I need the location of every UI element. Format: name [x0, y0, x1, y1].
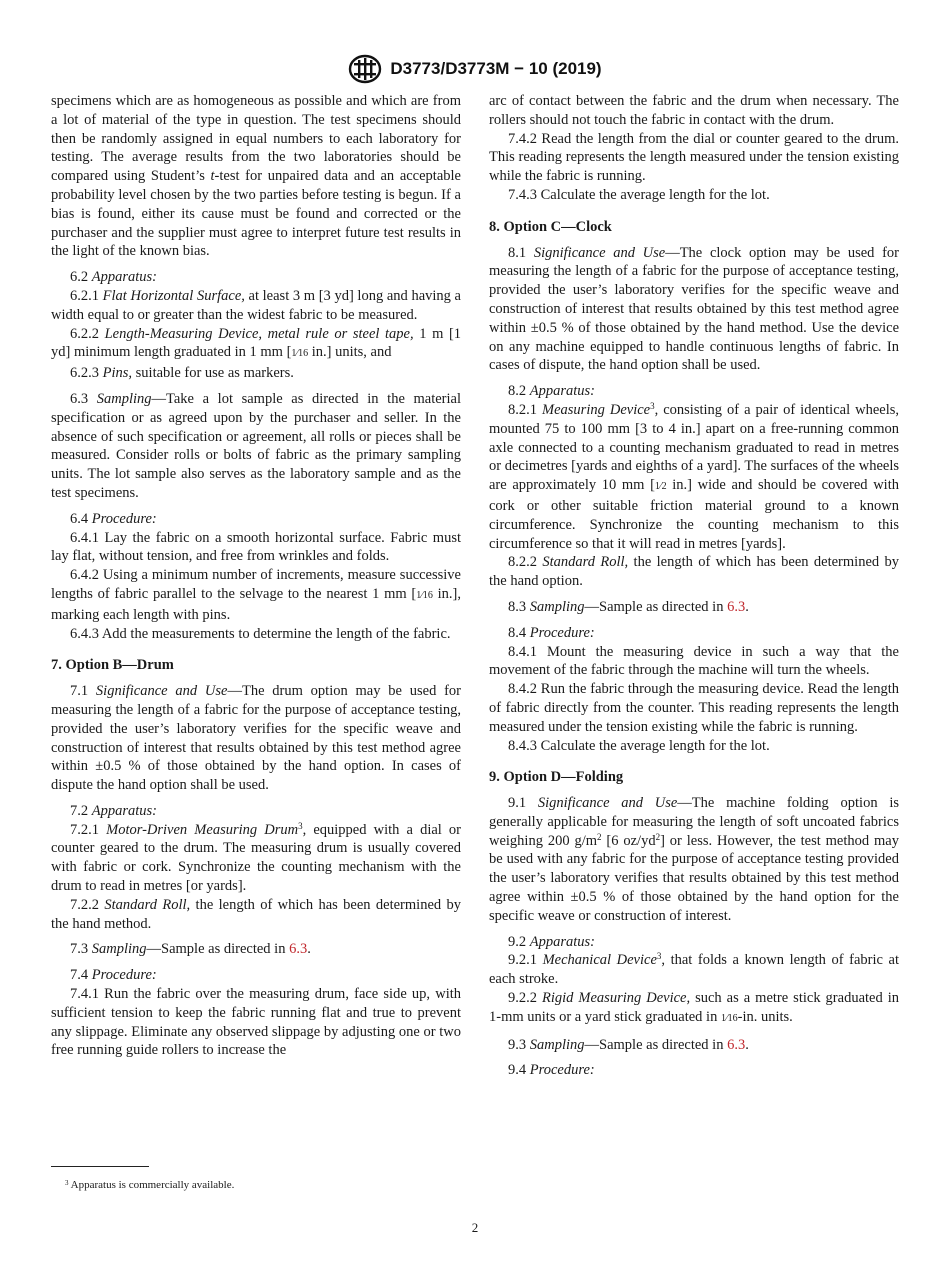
cross-reference-link[interactable]: 6.3	[727, 1036, 746, 1053]
section-7-2-1: 7.2.1 Motor-Driven Measuring Drum$^3$, equipped with a dial or counter geared to the drum. The measuring drum is usually covered with fabric or cork. Synchronize the counting mechanism with the drum to read in metres [or yards].	[51, 820, 462, 895]
section-6-2-2: 6.2.2 Length-Measuring Device, metal rule or steel tape, 1 m [1 yd] minimum length graduated in 1 mm [1⁄16 in.] units, and	[51, 325, 462, 361]
heading-section-8: 8. Option C—Clock	[489, 218, 612, 235]
section-9-1: 9.1 Significance and Use—The machine folding option is generally applicable for measuring the length of soft uncoated fabrics weighing 200 $g/m^2$ [6 $oz/yd^2$] or less. However, the test method may be used with any fabric for the purpose of acceptance testing provided the user’s laboratory verifies that results obtained by this test method agree within ±0.5 % of those obtained by the hand option for the specific weave or construction of interest.	[489, 795, 899, 924]
section-7-4-2: 7.4.2 Read the length from the dial or counter geared to the drum. This reading represents the length measured under the tension existing while the fabric is running.	[489, 130, 899, 185]
section-6-2: 6.2 Apparatus:	[70, 269, 157, 286]
section-6-2-1: 6.2.1 Flat Horizontal Surface, at least 3 m [3 yd] long and having a width equal to or greater than the widest fabric to be measured.	[51, 287, 461, 323]
paragraph-continuation: arc of contact between the fabric and the drum when necessary. The rollers should not touch the fabric in contact with the drum.	[489, 93, 899, 128]
section-8-4: 8.4 Procedure:	[508, 624, 595, 641]
section-8-1: 8.1 Significance and Use—The clock option may be used for measuring the length of a fabric for the purpose of acceptance testing, provided the user’s laboratory verifies for the specific weave and construction of interest that results obtained by this test method agree within ±0.5 % of those obtained by the hand method. Use the device on any machine equipped to handle continuous lengths of fabric. In cases of dispute, the hand option shall be used.	[489, 244, 900, 374]
section-7-1: 7.1 Significance and Use—The drum option may be used for measuring the length of a fabric for the purpose of acceptance testing, provided the user’s laboratory verifies for the specific weave and construction of interest that results obtained by this test method agree within ±0.5 % of those obtained by the hand option. In cases of dispute the hand option shall be used.	[51, 683, 462, 794]
section-7-3: 7.3 Sampling—Sample as directed in 6.3.	[70, 941, 311, 958]
section-7-2: 7.2 Apparatus:	[70, 802, 157, 819]
section-8-3: 8.3 Sampling—Sample as directed in 6.3.	[508, 598, 749, 615]
heading-section-7: 7. Option B—Drum	[51, 657, 174, 674]
footnote: $^3$ Apparatus is commercially available.	[65, 1179, 235, 1191]
section-9-2-1: 9.2.1 Mechanical Device$^3$, that folds a known length of fabric at each stroke.	[489, 951, 899, 988]
section-6-4-2: 6.4.2 Using a minimum number of increments, measure successive lengths of fabric parallel to the selvage to the nearest 1 mm [1⁄16 in.], marking each length with pins.	[51, 567, 461, 623]
document-designation: D3773/D3773M − 10 (2019)	[390, 59, 602, 78]
heading-section-9: 9. Option D—Folding	[489, 769, 624, 786]
paragraph-continuation: specimens which are as homogeneous as possible and which are from a lot of material of the type in question. The test specimens should then be randomly assigned in equal numbers to each laboratory for testing. The average results from the two laboratories should be compared using Student’s t-test for unpaired data and an acceptable probability level chosen by the two parties before testing is begun. If a bias is found, either its cause must be found and corrected or the purchaser and the supplier must agree to interpret future test results in the light of the known bias.	[51, 93, 461, 260]
footnote-ref: 3	[656, 951, 662, 962]
footnote-divider	[51, 1166, 149, 1167]
section-8-4-3: 8.4.3 Calculate the average length for the lot.	[508, 737, 770, 754]
cross-reference-link[interactable]: 6.3	[289, 941, 308, 958]
section-9-4: 9.4 Procedure:	[508, 1062, 595, 1079]
page-header	[0, 54, 950, 84]
section-7-4: 7.4 Procedure:	[70, 967, 157, 984]
section-9-2-2: 9.2.2 Rigid Measuring Device, such as a metre stick graduated in 1-mm units or a yard stick graduated in 1⁄16-in. units.	[489, 990, 899, 1025]
left-column	[51, 92, 461, 1060]
section-9-3: 9.3 Sampling—Sample as directed in 6.3.	[508, 1036, 749, 1053]
section-6-4-3: 6.4.3 Add the measurements to determine the length of the fabric.	[70, 625, 451, 642]
footnote-ref: 3	[298, 820, 303, 831]
section-7-4-1: 7.4.1 Run the fabric over the measuring drum, face side up, with sufficient tension to keep the fabric running flat and true to prevent any slippage. Eliminate any observed slippage by adjusting one or two free running guide rollers to increase the	[51, 986, 461, 1059]
section-6-4-1: 6.4.1 Lay the fabric on a smooth horizontal surface. Fabric must lay flat, without tension, and free from wrinkles and folds.	[51, 529, 461, 565]
section-8-2-2: 8.2.2 Standard Roll, the length of which has been determined by the hand option.	[489, 554, 899, 590]
footnote-ref: 3	[650, 400, 655, 411]
section-9-2: 9.2 Apparatus:	[508, 933, 595, 950]
page-number: 2	[471, 1220, 479, 1235]
section-6-4: 6.4 Procedure:	[70, 510, 157, 527]
section-8-2-1: 8.2.1 Measuring Device$^3$, consisting of a pair of identical wheels, mounted 75 to 100 mm [3 to 4 in.] apart on a free-running common axle connected to a counting mechanism graduated to read in metres or decimetres [yards and eighths of a yard]. The surfaces of the wheels are approximately 10 mm [1⁄2 in.] wide and should be covered with cork or other suitable friction material ground to a known circumference. Synchronize the counting mechanism to this circumference so that it will read in metres [yards].	[489, 400, 900, 552]
section-8-2: 8.2 Apparatus:	[508, 383, 595, 400]
cross-reference-link[interactable]: 6.3	[727, 598, 746, 615]
right-column	[489, 92, 899, 1080]
section-8-4-2: 8.4.2 Run the fabric through the measuring device. Read the length of fabric directly from the counter. This reading represents the length measured under the tension existing while the fabric is running.	[489, 681, 899, 735]
section-8-4-1: 8.4.1 Mount the measuring device in such a way that the movement of the fabric through the machine will turn the wheels.	[489, 643, 899, 679]
astm-logo-icon	[348, 54, 382, 84]
section-6-3: 6.3 Sampling—Take a lot sample as directed in the material specification or as agreed upon by the purchaser and seller. In the absence of such specification or agreement, all rolls or pieces shall be measured. Consider rolls or bolts of fabric as the primary sampling units. The lot sample also serves as the laboratory sample and as the test specimens.	[51, 390, 462, 501]
section-7-4-3: 7.4.3 Calculate the average length for the lot.	[508, 186, 770, 203]
section-6-2-3: 6.2.3 Pins, suitable for use as markers.	[70, 365, 294, 382]
section-7-2-2: 7.2.2 Standard Roll, the length of which has been determined by the hand method.	[51, 896, 461, 932]
